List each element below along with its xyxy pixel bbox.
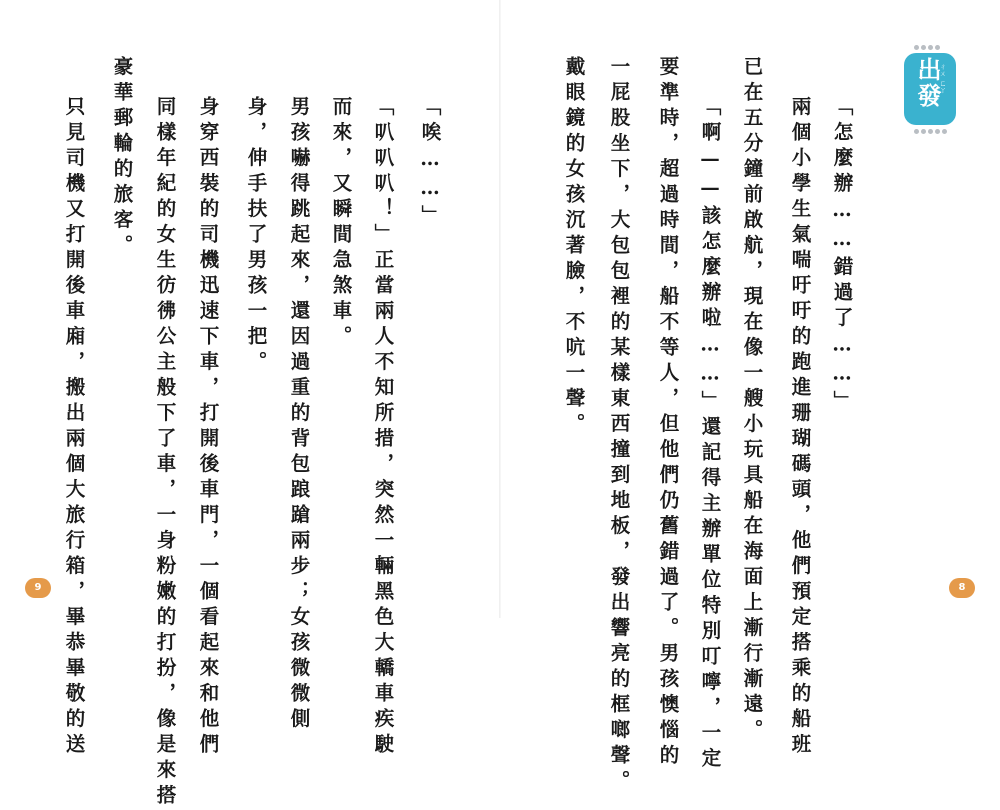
decorative-dots-icon [914, 129, 947, 134]
text-column: 身，伸手扶了男孩一把。 [244, 96, 268, 377]
text-column: 只見司機又打開後車廂，搬出兩個大旅行箱，畢恭畢敬的送 [62, 96, 86, 759]
text-column: 同樣年紀的女生彷彿公主般下了車，一身粉嫩的打扮，像是來搭 [153, 96, 177, 810]
chapter-phonetic: ㄔㄨ ㄈㄚ [939, 63, 947, 94]
text-column: 「唉……」 [418, 96, 442, 231]
chapter-badge [898, 45, 958, 131]
text-column: 要準時，超過時間，船不等人，但他們仍舊錯過了。男孩懊惱的 [656, 56, 680, 770]
text-column: 身穿西裝的司機迅速下車，打開後車門，一個看起來和他們 [196, 96, 220, 759]
text-column: 兩個小學生氣喘吁吁的跑進珊瑚碼頭，他們預定搭乘的船班 [788, 96, 812, 759]
text-column: 豪華郵輪的旅客。 [110, 56, 134, 260]
page-number-right: 8 [949, 578, 975, 598]
text-column: 已在五分鐘前啟航，現在像一艘小玩具船在海面上漸行漸遠。 [740, 56, 764, 745]
text-column: 「叭叭叭！」正當兩人不知所措，突然一輛黑色大轎車疾駛 [371, 96, 395, 759]
text-column: 「啊——該怎麼辦啦……」還記得主辦單位特別叮嚀，一定 [698, 96, 722, 773]
page-number-left: 9 [25, 578, 51, 598]
text-column: 男孩嚇得跳起來，還因過重的背包踉蹌兩步；女孩微微側 [287, 96, 311, 734]
text-column: 「怎麼辦……錯過了……」 [830, 96, 854, 416]
text-column: 一屁股坐下，大包包裡的某樣東西撞到地板，發出響亮的框啷聲。 [607, 56, 631, 796]
left-page [0, 0, 499, 810]
decorative-dots-icon [914, 45, 940, 50]
text-column: 而來，又瞬間急煞車。 [329, 96, 353, 351]
text-column: 戴眼鏡的女孩沉著臉，不吭一聲。 [562, 56, 586, 439]
chapter-title: 出發 [913, 57, 941, 109]
